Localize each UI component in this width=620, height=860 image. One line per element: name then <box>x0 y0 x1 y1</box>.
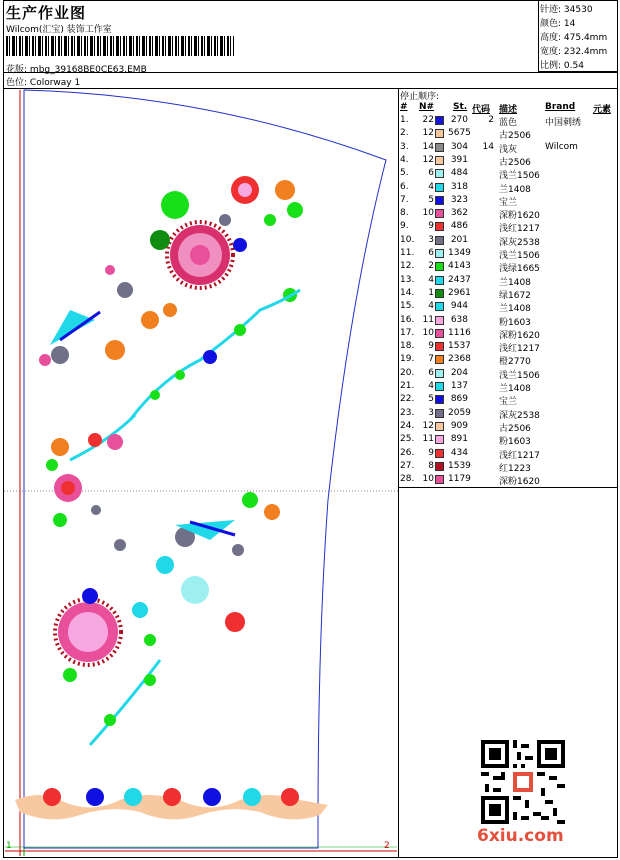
row-needle: 11 <box>422 314 434 325</box>
row-stitches: 944 <box>450 301 468 312</box>
row-needle: 6 <box>428 168 434 179</box>
row-index: 4. <box>400 154 409 165</box>
row-description: 浅红1217 <box>499 224 540 235</box>
row-description: 深灰2538 <box>499 237 540 248</box>
stat-colors: 颜色: 14 <box>540 19 576 29</box>
row-stitches: 638 <box>450 314 468 325</box>
row-index: 13. <box>400 274 415 285</box>
row-index: 8. <box>400 208 409 219</box>
row-stitches: 270 <box>450 115 468 125</box>
row-needle: 10 <box>422 208 434 219</box>
row-index: 18. <box>400 341 415 352</box>
row-index: 27. <box>400 460 415 471</box>
row-stitches: 5675 <box>448 128 471 139</box>
row-needle: 10 <box>422 327 434 338</box>
watermark-text: 6xiu.com <box>477 826 564 846</box>
row-stitches: 2437 <box>448 274 471 285</box>
company-name: Wilcom(汇宝) 装饰工作室 <box>6 25 112 35</box>
row-index: 3. <box>400 141 409 152</box>
row-index: 11. <box>400 248 415 258</box>
row-needle: 5 <box>428 194 434 205</box>
row-index: 7. <box>400 194 409 205</box>
bottom-border-band <box>15 788 328 819</box>
row-needle: 4 <box>428 381 434 391</box>
row-needle: 3 <box>428 407 434 418</box>
row-stitches: 318 <box>450 181 468 192</box>
row-needle: 4 <box>428 181 434 192</box>
row-index: 16. <box>400 314 415 325</box>
row-stitches: 304 <box>450 141 468 152</box>
row-stitches: 2368 <box>448 354 471 365</box>
row-index: 1. <box>400 115 409 125</box>
row-needle: 6 <box>428 367 434 378</box>
row-needle: 4 <box>428 274 434 285</box>
row-needle: 5 <box>428 394 434 405</box>
design-file: mbg_39168BE0CE63.EMB <box>29 65 147 75</box>
row-stitches: 2059 <box>448 407 471 418</box>
row-description: 浅红1217 <box>499 450 540 461</box>
colorway-label: 色位: <box>6 78 28 88</box>
row-brand: 中国刺绣 <box>545 118 582 128</box>
row-needle: 9 <box>428 341 434 352</box>
qr-code-icon <box>481 740 565 824</box>
row-description: 古2506 <box>499 423 531 434</box>
row-stitches: 201 <box>450 234 468 245</box>
row-description: 宝兰 <box>499 397 518 408</box>
row-stitches: 1539 <box>448 460 471 471</box>
row-description: 浅绿1665 <box>499 264 540 275</box>
vine <box>70 290 300 460</box>
row-description: 粉1603 <box>499 317 531 328</box>
upper-flower-cluster <box>39 176 303 366</box>
row-brand: Wilcom <box>545 141 578 152</box>
row-needle: 10 <box>422 474 434 485</box>
middle-flower-cluster <box>46 433 123 527</box>
row-needle: 14 <box>422 141 434 152</box>
col-st-header: St. <box>453 102 468 112</box>
row-index: 5. <box>400 168 409 179</box>
row-description: 深粉1620 <box>499 211 540 222</box>
row-stitches: 486 <box>450 221 468 232</box>
row-description: 浅兰1506 <box>499 370 540 381</box>
row-stitches: 137 <box>450 381 468 391</box>
row-index: 23. <box>400 407 415 418</box>
row-needle: 3 <box>428 234 434 245</box>
row-description: 绿1672 <box>499 290 531 301</box>
design-label: 花版: <box>6 65 28 75</box>
axis-marker-2: 2 <box>384 841 390 851</box>
axis-marker-1: 1 <box>6 841 12 851</box>
col-element-header: 元素 <box>593 105 612 115</box>
row-description: 宝兰 <box>499 197 518 208</box>
page-title: 生产作业图 <box>6 4 87 22</box>
row-description: 兰1408 <box>499 384 531 394</box>
row-description: 深粉1620 <box>499 330 540 341</box>
row-description: 蓝色 <box>499 118 518 128</box>
row-needle: 4 <box>428 301 434 312</box>
row-stitches: 4143 <box>448 261 471 272</box>
row-needle: 7 <box>428 354 434 365</box>
row-index: 12. <box>400 261 415 272</box>
row-description: 兰1408 <box>499 277 531 288</box>
row-stitches: 434 <box>450 447 468 458</box>
row-description: 深灰2538 <box>499 410 540 421</box>
row-needle: 8 <box>428 460 434 471</box>
row-description: 浅灰 <box>499 144 518 155</box>
col-code-header: 代码 <box>472 105 491 115</box>
row-index: 2. <box>400 128 409 139</box>
row-index: 20. <box>400 367 415 378</box>
row-stitches: 391 <box>450 154 468 165</box>
row-index: 26. <box>400 447 415 458</box>
row-index: 17. <box>400 327 415 338</box>
row-index: 15. <box>400 301 415 312</box>
row-description: 深粉1620 <box>499 477 540 488</box>
row-needle: 2 <box>428 261 434 272</box>
row-stitches: 2961 <box>448 287 471 298</box>
row-stitches: 869 <box>450 394 468 405</box>
row-stitches: 204 <box>450 367 468 378</box>
row-needle: 6 <box>428 248 434 258</box>
row-index: 6. <box>400 181 409 192</box>
row-stitches: 891 <box>450 434 468 445</box>
row-description: 浅兰1506 <box>499 251 540 261</box>
row-description: 兰1408 <box>499 184 531 195</box>
row-description: 橙2770 <box>499 357 531 368</box>
row-description: 浅红1217 <box>499 344 540 355</box>
row-description: 粉1603 <box>499 437 531 448</box>
row-index: 19. <box>400 354 415 365</box>
row-index: 21. <box>400 381 415 391</box>
col-desc-header: 描述 <box>499 105 518 115</box>
col-idx-header: # <box>400 102 408 112</box>
row-stitches: 909 <box>450 420 468 431</box>
row-needle: 22 <box>422 115 434 125</box>
stat-width: 宽度: 232.4mm <box>540 47 608 57</box>
stop-sequence-title: 停止顺序: <box>400 92 440 102</box>
row-code: 2 <box>488 115 494 125</box>
row-needle: 11 <box>422 434 434 445</box>
row-description: 红1223 <box>499 463 531 474</box>
row-description: 浅兰1506 <box>499 171 540 182</box>
row-stitches: 1116 <box>448 327 471 338</box>
row-description: 古2506 <box>499 157 531 168</box>
stat-scale: 比例: 0.54 <box>540 61 584 71</box>
row-index: 14. <box>400 287 415 298</box>
row-index: 28. <box>400 474 415 485</box>
row-code: 14 <box>482 141 494 152</box>
row-stitches: 362 <box>450 208 468 219</box>
row-needle: 9 <box>428 447 434 458</box>
colorway-value: Colorway 1 <box>29 78 81 88</box>
row-needle: 12 <box>422 128 434 139</box>
row-description: 古2506 <box>499 131 531 142</box>
row-index: 10. <box>400 234 415 245</box>
lower-flower-cluster <box>55 492 280 745</box>
row-index: 9. <box>400 221 409 232</box>
row-stitches: 1537 <box>448 341 471 352</box>
stat-stitches: 针迹: 34530 <box>540 5 593 15</box>
row-stitches: 323 <box>450 194 468 205</box>
row-index: 22. <box>400 394 415 405</box>
row-needle: 1 <box>428 287 434 298</box>
row-description: 兰1408 <box>499 304 531 315</box>
col-brand-header: Brand <box>545 102 576 112</box>
row-index: 25. <box>400 434 415 445</box>
row-index: 24. <box>400 420 415 431</box>
stat-height: 高度: 475.4mm <box>540 33 608 43</box>
row-needle: 12 <box>422 420 434 431</box>
row-needle: 9 <box>428 221 434 232</box>
row-needle: 12 <box>422 154 434 165</box>
row-stitches: 484 <box>450 168 468 179</box>
row-stitches: 1349 <box>448 248 471 258</box>
col-n-header: N# <box>419 102 435 112</box>
row-stitches: 1179 <box>448 474 471 485</box>
